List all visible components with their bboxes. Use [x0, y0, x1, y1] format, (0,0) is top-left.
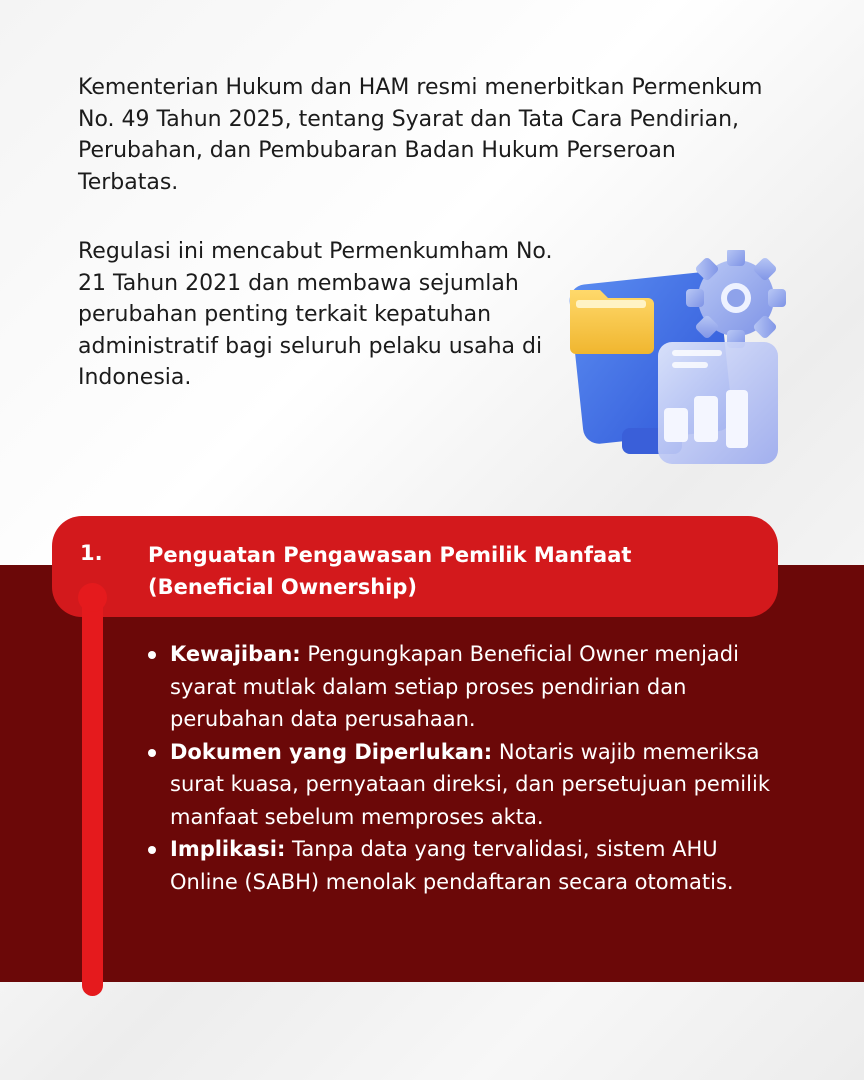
section-title: Penguatan Pengawasan Pemilik Manfaat (Beneficial Ownership)	[148, 543, 632, 599]
folder-gear-chart-illustration	[560, 250, 790, 480]
item-text: Tanpa data yang tervalidasi, sistem AHU Online (SABH) menolak pendaftaran secara otomatis.	[170, 837, 734, 894]
timeline-line	[82, 592, 103, 996]
item-text: Notaris wajib memeriksa surat kuasa, pernyataan direksi, dan persetujuan pemilik manfaat sebelum memproses akta.	[170, 739, 770, 829]
intro-paragraph-1: Kementerian Hukum dan HAM resmi menerbitkan Permenkum No. 49 Tahun 2025, tentang Syarat dan Tata Cara Pendirian, Perubahan, dan Pembubaran Badan Hukum Perseroan Terbatas.	[78, 75, 763, 195]
section-number: 1.	[80, 541, 103, 565]
item-text: Pengungkapan Beneficial Owner menjadi syarat mutlak dalam setiap proses pendirian dan perubahan data perusahaan.	[170, 642, 739, 731]
item-label: Implikasi:	[170, 837, 286, 861]
list-item	[146, 833, 786, 898]
intro-paragraph-2: Regulasi ini mencabut Permenkumham No. 21 Tahun 2021 dan membawa sejumlah perubahan penting terkait kepatuhan administratif bagi seluruh pelaku usaha di Indonesia.	[78, 239, 553, 390]
timeline-dot	[78, 583, 107, 612]
list-item	[146, 736, 786, 834]
item-label: Kewajiban:	[170, 642, 301, 666]
list-item	[146, 638, 786, 736]
bullet-list	[146, 638, 786, 898]
item-label: Dokumen yang Diperlukan:	[170, 739, 493, 764]
